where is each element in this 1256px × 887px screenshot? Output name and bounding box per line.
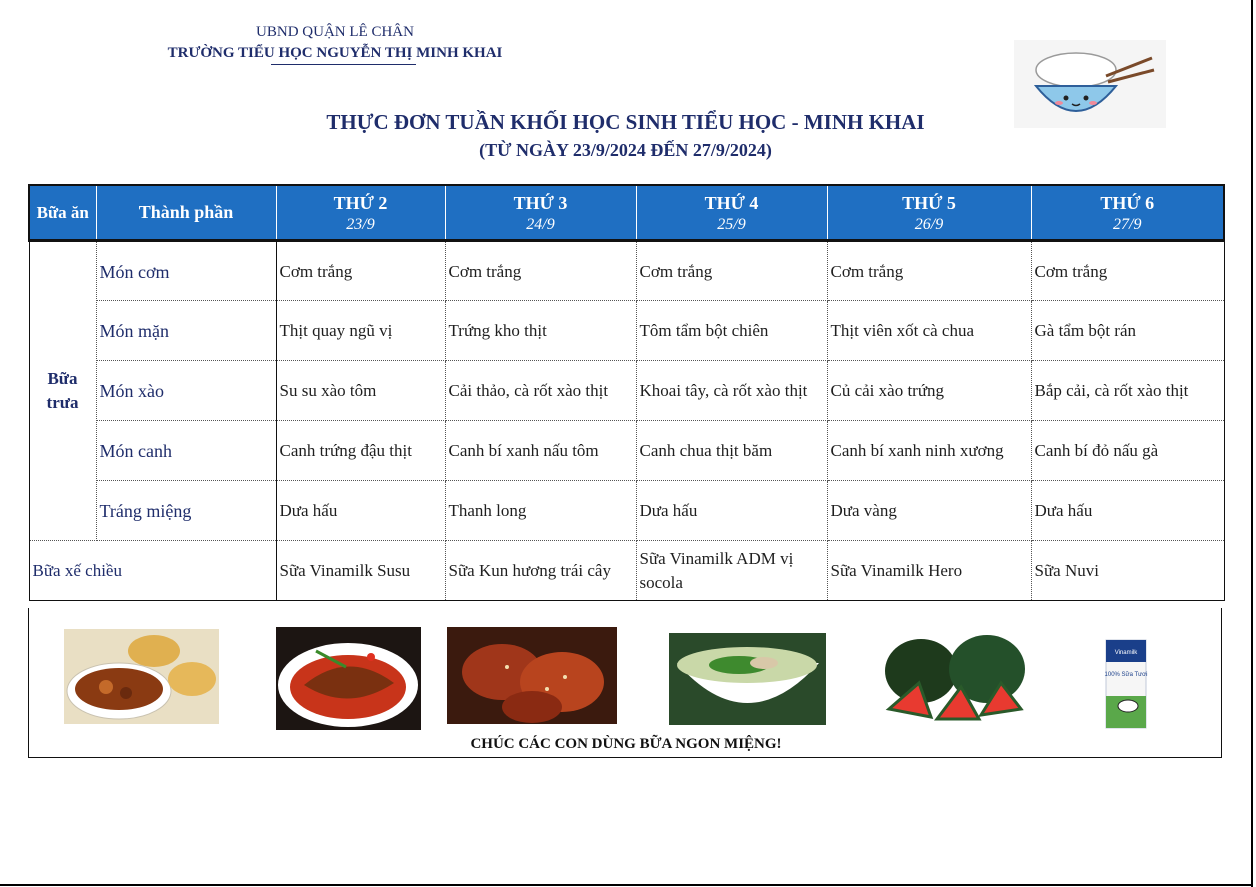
rice-bowl-icon xyxy=(1014,40,1166,128)
fish-tomato-sauce-photo xyxy=(276,627,421,730)
header-day-5: THỨ 6 27/9 xyxy=(1031,185,1224,240)
component-label: Món mặn xyxy=(96,300,276,360)
dish-cell: Thịt viên xốt cà chua xyxy=(827,300,1031,360)
closing-message: CHÚC CÁC CON DÙNG BỮA NGON MIỆNG! xyxy=(470,736,782,752)
page-frame-right xyxy=(1251,0,1253,887)
component-label: Món canh xyxy=(96,420,276,480)
dish-cell: Thịt quay ngũ vị xyxy=(276,300,445,360)
dish-cell: Cơm trắng xyxy=(276,240,445,300)
org-line-1: UBND QUẬN LÊ CHÂN xyxy=(256,24,414,40)
milk-carton-photo xyxy=(1092,634,1152,731)
table-row xyxy=(29,240,1224,300)
lunch-label: Bữa trưa xyxy=(29,240,96,540)
snack-label: Bữa xế chiều xyxy=(29,540,276,600)
header-row xyxy=(29,185,1224,240)
dish-cell: Cơm trắng xyxy=(827,240,1031,300)
dish-cell: Dưa hấu xyxy=(276,480,445,540)
page-subtitle: (TỪ NGÀY 23/9/2024 ĐẾN 27/9/2024) xyxy=(479,140,772,160)
dish-cell: Su su xào tôm xyxy=(276,360,445,420)
dish-cell: Bắp cải, cà rốt xào thịt xyxy=(1031,360,1224,420)
dish-cell: Thanh long xyxy=(445,480,636,540)
org-underline xyxy=(271,64,416,65)
carton-label: 100% Sữa Tươi xyxy=(1104,672,1148,678)
dish-cell: Cơm trắng xyxy=(636,240,827,300)
table-row xyxy=(29,300,1224,360)
dish-cell: Cải thảo, cà rốt xào thịt xyxy=(445,360,636,420)
dish-cell: Sữa Nuvi xyxy=(1031,540,1224,600)
dish-cell: Canh bí đỏ nấu gà xyxy=(1031,420,1224,480)
component-label: Tráng miệng xyxy=(96,480,276,540)
dish-cell: Khoai tây, cà rốt xào thịt xyxy=(636,360,827,420)
dish-cell: Tôm tẩm bột chiên xyxy=(636,300,827,360)
header-meal: Bữa ăn xyxy=(29,185,96,240)
dish-cell: Sữa Vinamilk Hero xyxy=(827,540,1031,600)
dish-cell: Dưa hấu xyxy=(636,480,827,540)
food-photo-strip xyxy=(28,608,1222,758)
table-row xyxy=(29,420,1224,480)
header-day-2: THỨ 3 24/9 xyxy=(445,185,636,240)
dish-cell: Canh bí xanh nấu tôm xyxy=(445,420,636,480)
header-day-1: THỨ 2 23/9 xyxy=(276,185,445,240)
header-component: Thành phần xyxy=(96,185,276,240)
page-frame-bottom xyxy=(0,884,1253,886)
header-day-4: THỨ 5 26/9 xyxy=(827,185,1031,240)
org-line-2: TRƯỜNG TIỂU HỌC NGUYỄN THỊ MINH KHAI xyxy=(167,45,503,61)
page-title: THỰC ĐƠN TUẦN KHỐI HỌC SINH TIỂU HỌC - MINH KHAI xyxy=(326,110,925,134)
dish-cell: Sữa Kun hương trái cây xyxy=(445,540,636,600)
dish-cell: Canh bí xanh ninh xương xyxy=(827,420,1031,480)
dish-cell: Canh trứng đậu thịt xyxy=(276,420,445,480)
dish-cell: Sữa Vinamilk Susu xyxy=(276,540,445,600)
stew-bread-photo xyxy=(64,629,219,724)
dish-cell: Dưa vàng xyxy=(827,480,1031,540)
component-label: Món cơm xyxy=(96,240,276,300)
dish-cell: Cơm trắng xyxy=(445,240,636,300)
dish-cell: Gà tẩm bột rán xyxy=(1031,300,1224,360)
carton-brand: Vinamilk xyxy=(1114,650,1138,656)
menu-table xyxy=(28,184,1225,601)
dish-cell: Dưa hấu xyxy=(1031,480,1224,540)
header-day-3: THỨ 4 25/9 xyxy=(636,185,827,240)
dish-cell: Sữa Vinamilk ADM vị socola xyxy=(636,540,827,600)
vegetable-soup-photo xyxy=(669,633,826,725)
glazed-meat-photo xyxy=(447,627,617,724)
dish-cell: Canh chua thịt băm xyxy=(636,420,827,480)
component-label: Món xào xyxy=(96,360,276,420)
table-row xyxy=(29,480,1224,540)
dish-cell: Cơm trắng xyxy=(1031,240,1224,300)
watermelon-photo xyxy=(879,631,1029,727)
dish-cell: Củ cải xào trứng xyxy=(827,360,1031,420)
table-row xyxy=(29,540,1224,600)
table-row xyxy=(29,360,1224,420)
dish-cell: Trứng kho thịt xyxy=(445,300,636,360)
